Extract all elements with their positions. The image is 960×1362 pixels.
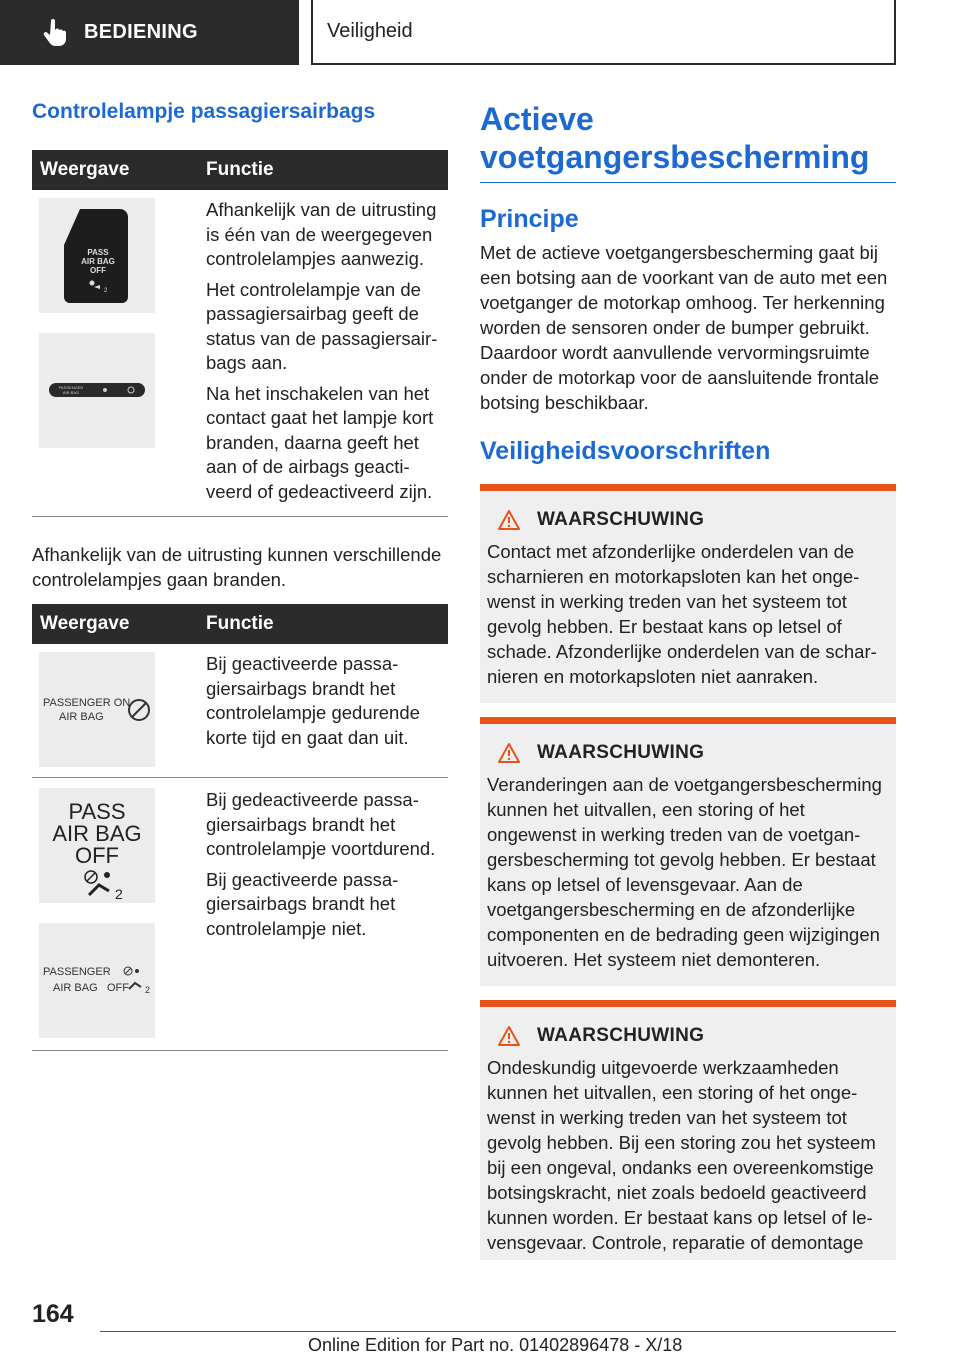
table2-row-1	[32, 644, 448, 778]
table2-col-functie: Functie	[206, 613, 274, 634]
hand-pointer-icon	[42, 19, 68, 47]
warning-box-2	[480, 717, 896, 986]
svg-text:OFF: OFF	[107, 981, 129, 994]
table1-text-2: Het controlelampje van de passagiersairbag geeft de status van de passagiersairbags aan.	[206, 278, 438, 373]
svg-text:PASSENGER: PASSENGER	[58, 384, 84, 390]
warning-box-1	[480, 484, 896, 703]
svg-text:2: 2	[145, 984, 151, 995]
svg-text:AIR BAG: AIR BAG	[81, 256, 115, 266]
warning-title-2: WAARSCHUWING	[537, 742, 705, 763]
svg-text:2: 2	[115, 885, 123, 901]
table1-text-3: Na het inschakelen van het contact gaat het lampje kort branden, daarna geeft het aan of de airbags geactiveerd of gedeactiveerd zijn.	[206, 382, 434, 502]
chapter-label: BEDIENING	[84, 21, 198, 43]
airbag-lamp-heading: Controlelampje passagiersairbags	[32, 100, 376, 123]
warning-triangle-icon	[497, 1025, 521, 1047]
pedestrian-protection-heading: Actieve voetgangersbescherming	[480, 100, 896, 183]
svg-text:PASS: PASS	[68, 798, 126, 824]
warning-text-3: Ondeskundig uitgevoerde werkzaamheden kunnen het uitvallen, een storing of het ongewenst in werking treden van het systeem tot gevolg hebben. Bij een storing zou het systeem bij een ongeval, ondanks een overeenkomstige botsingskracht, niet zoals bedoeld geactiveerd kunnen worden. Er bestaat kans op letsel of levensgevaar. Controle, reparatie of demontage	[487, 1057, 876, 1253]
table2-col-weergave: Weergave	[40, 613, 130, 634]
table1-row	[32, 190, 448, 517]
table1-header	[32, 150, 448, 190]
principle-heading: Principe	[480, 205, 579, 233]
table2-row2-text-2: Bij geactiveerde passagiersairbags brandt het controlelampje niet.	[206, 868, 399, 939]
table1-text-1: Afhankelijk van de uitrusting is één van de weergegeven controlelampjes aanwezig.	[206, 199, 437, 269]
table2-row1-text: Bij geactiveerde passagiersairbags brandt het controlelampje gedurende korte tijd en gaat dan uit.	[206, 653, 420, 748]
svg-text:2: 2	[104, 287, 108, 294]
table1-col-functie: Functie	[206, 159, 274, 180]
svg-text:AIR BAG: AIR BAG	[53, 981, 98, 994]
svg-text:OFF: OFF	[90, 265, 106, 275]
left-column	[32, 100, 448, 1051]
warning-triangle-icon	[497, 742, 521, 764]
intro-paragraph: Afhankelijk van de uitrusting kunnen verschillende controlelampjes gaan branden.	[32, 544, 442, 590]
table2-header	[32, 604, 448, 644]
svg-text:PASSENGER: PASSENGER	[43, 965, 111, 978]
pass-airbag-off-icon-image	[39, 788, 155, 903]
warning-title-3: WAARSCHUWING	[537, 1025, 705, 1046]
table2-row2-text-1: Bij gedeactiveerde passagiersairbags brandt het controlelampje voortdurend.	[206, 789, 436, 859]
footer-divider	[100, 1331, 896, 1332]
right-column	[480, 100, 896, 1260]
svg-text:PASSENGER ON: PASSENGER ON	[43, 696, 131, 709]
passenger-airbag-strip-image	[39, 333, 155, 448]
principle-text: Met de actieve voetgangersbescherming gaat bij een botsing aan de voorkant van de auto met een voetganger de motorkap omhoog. Ter herkenning worden de sensoren onder de bumper gebruikt. Daardoor wordt aanvullende vervormingsruimte onder de motorkap voor de aansluitende frontale botsing beschikbaar.	[480, 242, 888, 413]
pass-airbag-off-button-image	[39, 198, 155, 313]
warning-text-2: Veranderingen aan de voetgangersbescherming kunnen het uitvallen, een storing of het ongewenst in werking treden van de voetgangersbescherming tot gevolg hebben. Er bestaat kans op letsel of levensgevaar. Aan de voetgangersbescherming en de afzonderlijke componenten en de bedrading geen wijzigingen uitvoeren. Het systeem niet demonteren.	[487, 774, 882, 970]
svg-text:AIR BAG: AIR BAG	[62, 389, 80, 395]
table1-col-weergave: Weergave	[40, 159, 130, 180]
svg-text:OFF: OFF	[75, 842, 119, 868]
safety-heading: Veiligheidsvoorschriften	[480, 437, 771, 465]
passenger-airbag-off-image	[39, 923, 155, 1038]
edition-footer: Online Edition for Part no. 01402896478 - X/18	[308, 1335, 683, 1355]
warning-triangle-icon	[497, 509, 521, 531]
svg-text:PASS: PASS	[87, 247, 109, 257]
svg-text:AIR BAG: AIR BAG	[52, 820, 142, 846]
warning-title-1: WAARSCHUWING	[537, 509, 705, 530]
page-number: 164	[32, 1300, 74, 1328]
passenger-airbag-on-image	[39, 652, 155, 767]
table2-row-2	[32, 778, 448, 1051]
section-label: Veiligheid	[311, 0, 896, 65]
warning-text-1: Contact met afzonderlijke onderdelen van de scharnieren en motorkapsloten kan het ongewenst in werking treden van het systeem tot gevolg hebben. Er bestaat kans op letsel of schade. Afzonderlijke onderdelen van de scharnieren en motorkapsloten niet aanraken.	[487, 541, 877, 687]
svg-text:AIR BAG: AIR BAG	[59, 710, 104, 723]
warning-box-3	[480, 1000, 896, 1260]
chapter-tab[interactable]	[0, 0, 299, 65]
